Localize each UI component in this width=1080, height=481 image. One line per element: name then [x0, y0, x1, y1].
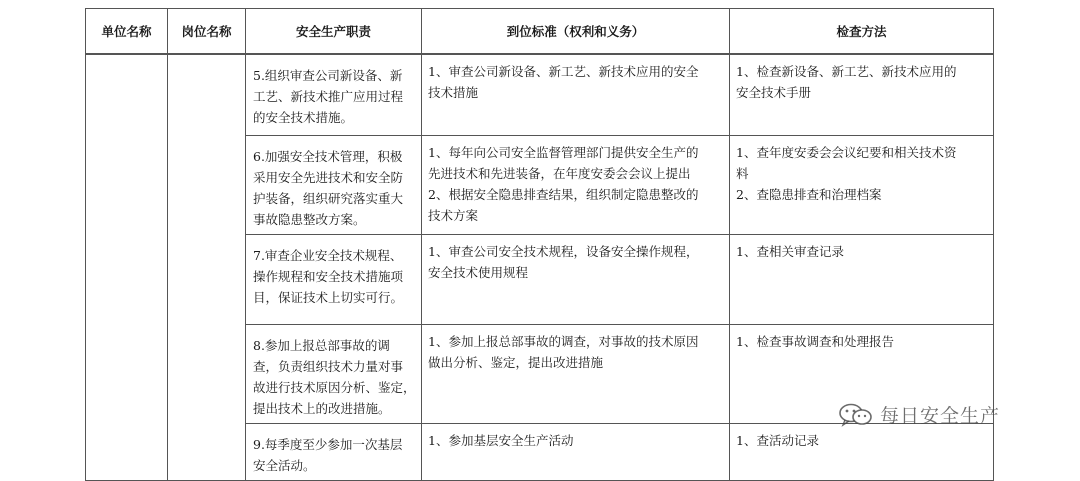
standard-cell-line: 做出分析、鉴定，提出改进措施: [428, 354, 604, 370]
duty-cell-line: 操作规程和安全技术措施项: [253, 268, 404, 284]
method-cell-line: 1、查相关审查记录: [736, 243, 844, 259]
method-cell: [730, 135, 994, 234]
standard-cell: [422, 234, 730, 324]
standard-cell: [422, 135, 730, 234]
standard-cell-line: 安全技术使用规程: [428, 264, 529, 280]
duty-cell-line: 故进行技术原因分析、鉴定，: [253, 379, 416, 395]
duty-cell: [246, 423, 422, 480]
method-cell-line: 1、检查事故调查和处理报告: [736, 333, 894, 349]
standard-cell-line: 1、审查公司新设备、新工艺、新技术应用的安全: [428, 64, 699, 79]
duty-cell-line: 9.每季度至少参加一次基层: [253, 436, 403, 452]
method-cell: [730, 234, 994, 324]
method-cell-line: 1、查年度安委会会议纪要和相关技术资: [736, 144, 957, 160]
duty-cell-line: 6.加强安全技术管理，积极: [253, 148, 403, 164]
post-name-cell: [168, 54, 246, 480]
duty-cell-line: 8.参加上报总部事故的调: [253, 337, 390, 353]
duty-cell-line: 7.审查企业安全技术规程、: [253, 247, 403, 263]
unit-name-cell: [86, 54, 168, 480]
standard-cell-line: 2、根据安全隐患排查结果，组织制定隐患整改的: [428, 186, 699, 202]
duty-cell-line: 采用安全先进技术和安全防: [253, 169, 404, 185]
duty-cell-line: 护装备，组织研究落实重大: [253, 190, 404, 206]
method-cell-line: 料: [736, 165, 749, 181]
watermark: [838, 401, 1000, 428]
table-header-row: [86, 9, 994, 55]
standard-cell-line: 技术方案: [428, 207, 479, 223]
header-safety-duty: 安全生产职责: [246, 9, 422, 55]
duty-cell: [246, 234, 422, 324]
method-cell-line: 2、查隐患排查和治理档案: [736, 186, 882, 202]
duty-cell: [246, 135, 422, 234]
duty-cell-line: 提出技术上的改进措施。: [253, 400, 391, 416]
method-cell-line: 1、检查新设备、新工艺、新技术应用的: [736, 64, 957, 79]
method-cell-line: 安全技术手册: [736, 85, 812, 100]
duty-cell-line: 安全活动。: [253, 457, 316, 473]
standard-cell-line: 1、参加上报总部事故的调查，对事故的技术原因: [428, 333, 699, 349]
method-cell: [730, 423, 994, 480]
duty-cell-line: 工艺、新技术推广应用过程: [253, 89, 404, 104]
standard-cell-line: 先进技术和先进装备，在年度安委会会议上提出: [428, 165, 691, 181]
header-check-method: 检查方法: [730, 9, 994, 55]
standard-cell: [422, 324, 730, 423]
standard-cell-line: 技术措施: [428, 85, 479, 100]
standard-cell-line: 1、审查公司安全技术规程，设备安全操作规程，: [428, 243, 699, 259]
duty-cell: [246, 54, 422, 135]
header-standard: 到位标准（权利和义务）: [422, 9, 730, 55]
method-cell: [730, 54, 994, 135]
standard-cell-line: 1、每年向公司安全监督管理部门提供安全生产的: [428, 144, 699, 160]
duty-cell-line: 5.组织审查公司新设备、新: [253, 68, 403, 83]
standard-cell-line: 1、参加基层安全生产活动: [428, 432, 574, 448]
standard-cell: [422, 423, 730, 480]
duty-cell: [246, 324, 422, 423]
duty-cell-line: 目，保证技术上切实可行。: [253, 289, 404, 305]
watermark-text: 每日安全生产: [880, 405, 1001, 427]
duty-cell-line: 的安全技术措施。: [253, 110, 354, 125]
wechat-icon: [838, 403, 874, 427]
duty-cell-line: 事故隐患整改方案。: [253, 211, 366, 227]
duty-cell-line: 查，负责组织技术力量对事: [253, 358, 404, 374]
header-unit-name: 单位名称: [86, 9, 168, 55]
method-cell-line: 1、查活动记录: [736, 432, 819, 448]
table-row: [86, 54, 994, 135]
header-post-name: 岗位名称: [168, 9, 246, 55]
standard-cell: [422, 54, 730, 135]
